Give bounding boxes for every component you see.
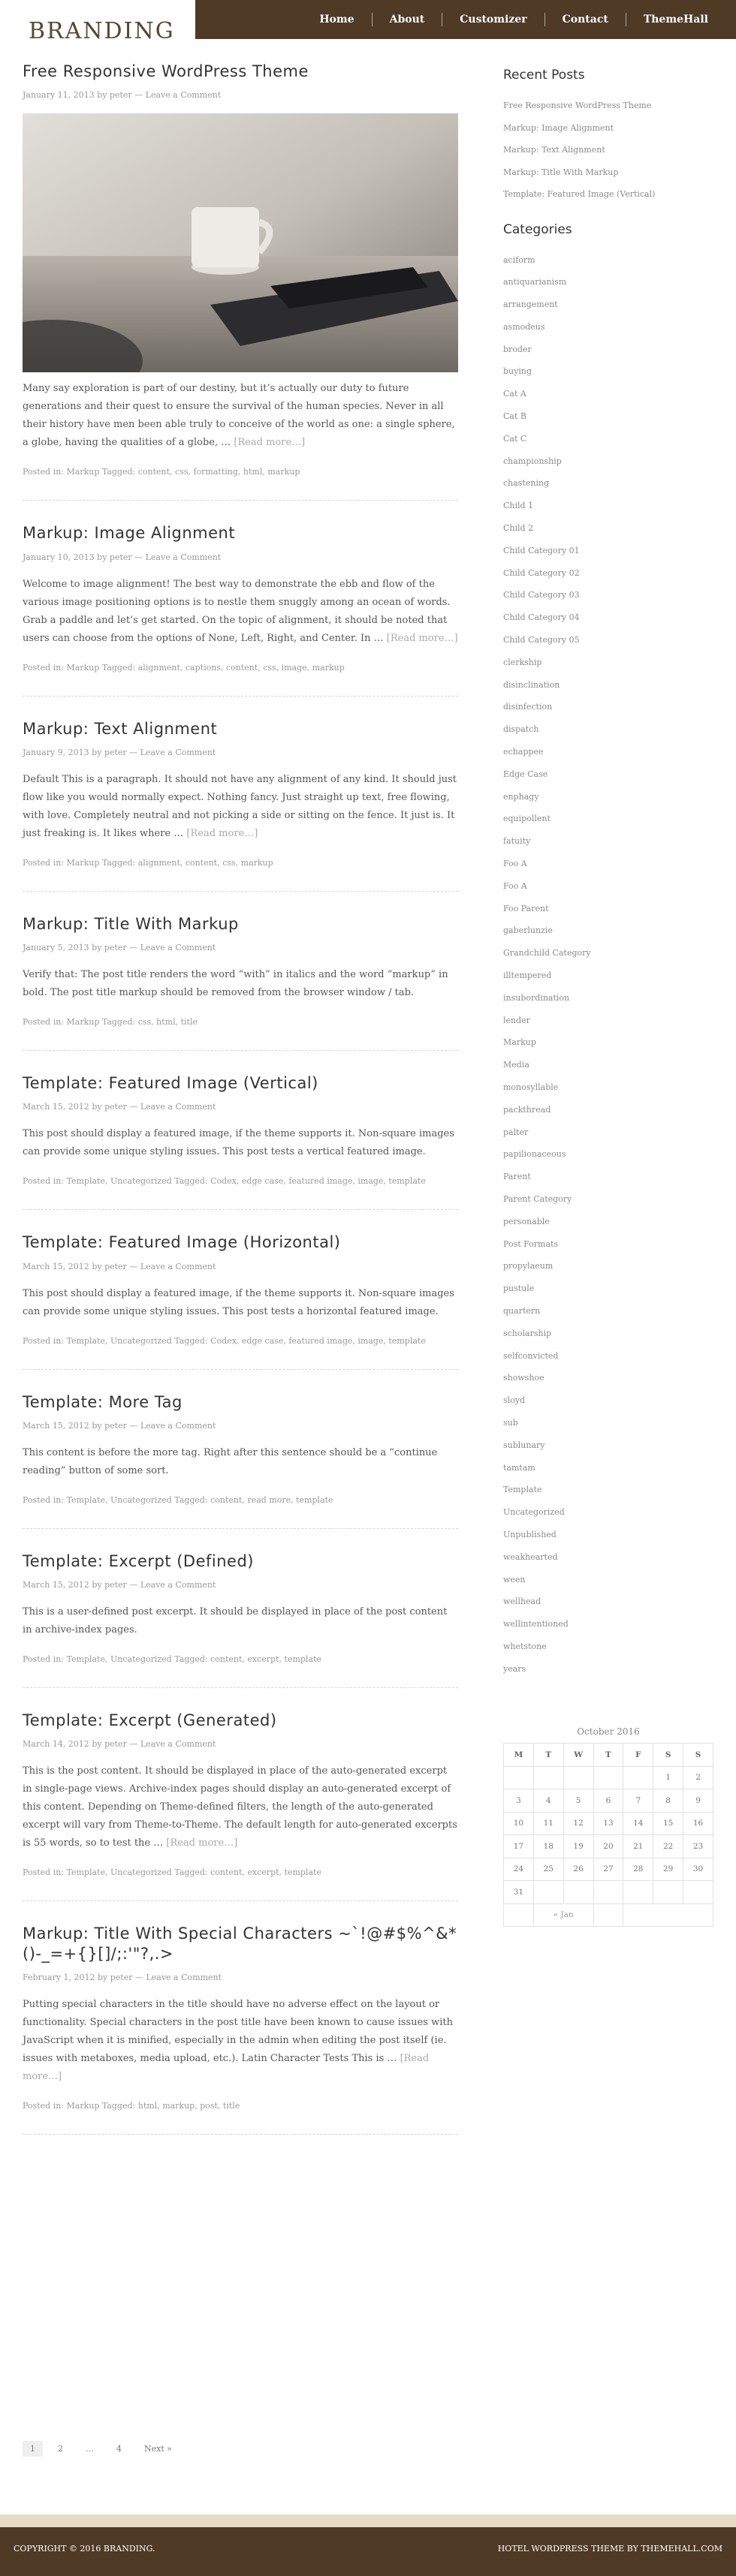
post-date: March 14, 2012 (23, 1739, 89, 1750)
recent-posts-title: Recent Posts (503, 68, 585, 83)
post-author-link[interactable]: peter (104, 1102, 127, 1112)
site-footer (0, 2527, 736, 2576)
read-more-link[interactable]: [Read more…] (186, 827, 258, 839)
category-link[interactable]: Foo A (503, 880, 527, 891)
calendar-prev-link[interactable]: « Jan (533, 1903, 593, 1927)
category-link[interactable]: Child Category 02 (503, 567, 580, 578)
category-link[interactable]: whetstone (503, 1641, 547, 1651)
category-link[interactable]: clerkship (503, 657, 542, 667)
category-link[interactable]: tamtam (503, 1462, 535, 1473)
category-link[interactable]: monosyllable (503, 1082, 559, 1092)
category-link[interactable]: echappee (503, 747, 544, 757)
calendar-caption: October 2016 (577, 1726, 640, 1737)
weekday-header: S (653, 1744, 683, 1767)
category-link[interactable]: lender (503, 1015, 530, 1025)
calendar-day: 3 (504, 1789, 534, 1813)
post-date: January 10, 2013 (23, 552, 95, 562)
category-link[interactable]: fatuity (503, 836, 531, 847)
read-more-link[interactable]: [Read more…] (23, 2052, 430, 2082)
post-excerpt (23, 771, 458, 843)
post-author-link[interactable]: peter (109, 90, 132, 101)
calendar-day: 5 (563, 1789, 593, 1813)
post-meta (23, 1580, 458, 1590)
post-title[interactable]: Template: Excerpt (Defined) (23, 1551, 255, 1570)
post-excerpt (23, 966, 458, 1002)
excerpt-text: This is a user-defined post excerpt. It should be displayed in place of the post content in archive-index pages. (23, 1606, 448, 1636)
post-taxonomy[interactable]: Posted in: Template, Uncategorized Tagged: content, excerpt, template (23, 1654, 321, 1664)
post-author-link[interactable]: peter (104, 1739, 127, 1750)
leave-comment-link[interactable]: Leave a Comment (140, 1739, 216, 1750)
calendar-table (503, 1743, 713, 1927)
meta-separator: — (129, 1420, 138, 1431)
category-link[interactable]: Child 2 (503, 523, 534, 534)
post (23, 1392, 458, 1529)
post-meta (23, 1739, 458, 1749)
calendar-day (623, 1881, 653, 1904)
category-link[interactable]: buying (503, 366, 532, 377)
category-link[interactable]: papilionaceous (503, 1149, 566, 1160)
post-title[interactable]: Markup: Text Alignment (23, 719, 218, 738)
post-author-link[interactable]: peter (104, 1261, 127, 1271)
calendar-day: 12 (563, 1812, 593, 1835)
category-link[interactable]: Foo A (503, 859, 527, 869)
meta-separator: — (134, 552, 143, 562)
category-link[interactable]: showshoe (503, 1373, 544, 1383)
post-meta (23, 748, 458, 757)
category-link[interactable]: equipollent (503, 814, 550, 824)
calendar-day: 30 (683, 1858, 713, 1881)
category-link[interactable]: ween (503, 1574, 526, 1584)
excerpt-text: This post should display a featured image, if the theme supports it. Non-square images can provide some unique styling issues. This post tests a horizontal featured image. (23, 1287, 454, 1317)
category-link[interactable]: arrangement (503, 299, 558, 310)
category-link[interactable]: disinfection (503, 702, 553, 712)
post-taxonomy[interactable]: Posted in: Markup Tagged: html, markup, post, title (23, 2100, 240, 2111)
calendar-day: 15 (653, 1812, 683, 1835)
leave-comment-link[interactable]: Leave a Comment (140, 1102, 216, 1112)
post-date: January 9, 2013 (23, 747, 89, 757)
post-title[interactable]: Template: Featured Image (Vertical) (23, 1074, 318, 1092)
category-link[interactable]: wellintentioned (503, 1619, 569, 1630)
post-excerpt (23, 1762, 458, 1852)
post-by: by (97, 90, 107, 101)
category-link[interactable]: Cat A (503, 389, 526, 399)
calendar-next-empty (623, 1903, 713, 1927)
nav-customizer[interactable]: Customizer (442, 13, 544, 26)
post-title[interactable]: Template: Featured Image (Horizontal) (23, 1233, 341, 1252)
post (23, 719, 458, 892)
category-link[interactable]: selfconvicted (503, 1350, 559, 1361)
next-page-link[interactable]: Next » (144, 2444, 172, 2454)
category-link[interactable]: Cat C (503, 433, 527, 444)
post-meta (23, 90, 458, 100)
post-author-link[interactable]: peter (109, 552, 132, 562)
site-title[interactable]: BRANDING (29, 18, 175, 44)
post-meta (23, 1102, 458, 1112)
meta-separator: — (129, 943, 138, 952)
featured-image[interactable] (23, 113, 458, 372)
calendar-day (653, 1881, 683, 1904)
post (23, 1073, 458, 1210)
post-by: by (92, 1102, 102, 1112)
post-excerpt (23, 1444, 458, 1480)
page-ellipsis: … (86, 2444, 94, 2454)
calendar-day: 14 (623, 1812, 653, 1835)
post-title[interactable]: Template: More Tag (23, 1392, 182, 1411)
excerpt-text: This post should display a featured image, if the theme supports it. Non-square images can provide some unique styling issues. This post tests a vertical featured image. (23, 1128, 454, 1158)
weekday-header: M (504, 1744, 534, 1767)
read-more-link[interactable]: [Read more…] (386, 632, 458, 644)
post-excerpt (23, 1285, 458, 1321)
category-link[interactable]: Grandchild Category (503, 948, 591, 958)
footer-stripe (0, 2514, 736, 2527)
category-link[interactable]: Post Formats (503, 1238, 559, 1249)
post (23, 62, 458, 501)
category-link[interactable]: sublunary (503, 1440, 545, 1450)
post-by: by (92, 1261, 102, 1271)
calendar-day: 18 (533, 1835, 563, 1858)
calendar-day (623, 1766, 653, 1789)
category-link[interactable]: chastening (503, 478, 550, 489)
category-link[interactable]: Cat B (503, 411, 526, 422)
meta-separator: — (129, 747, 138, 757)
calendar-day (683, 1881, 713, 1904)
recent-post-link[interactable]: Free Responsive WordPress Theme (503, 101, 652, 110)
post-title[interactable]: Markup: Title With Markup (23, 914, 239, 933)
post-taxonomy[interactable]: Posted in: Markup Tagged: alignment, captions, content, css, image, markup (23, 662, 345, 673)
calendar-day: 25 (533, 1858, 563, 1881)
category-link[interactable]: pustule (503, 1283, 535, 1294)
calendar-day: 11 (533, 1812, 563, 1835)
nav-themehall[interactable]: ThemeHall (626, 13, 725, 26)
calendar-day: 19 (563, 1835, 593, 1858)
leave-comment-link[interactable]: Leave a Comment (145, 90, 222, 101)
category-link[interactable]: Child Category 03 (503, 590, 580, 600)
post (23, 1551, 458, 1688)
post-author-link[interactable]: peter (104, 747, 127, 757)
excerpt-text: This is the post content. It should be displayed in place of the auto-generated excerpt in single-page views. Archive-index pages should display an auto-generated excerpt of this content. Depending on Theme-defined filters, the length of the auto-generated excerpt will vary from Theme-to-Theme. The default length for auto-generated excerpts is 55 words, so to test the … (23, 1765, 457, 1849)
post-excerpt (23, 1125, 458, 1161)
sidebar (503, 68, 713, 1681)
read-more-link[interactable]: [Read more…] (234, 437, 306, 449)
leave-comment-link[interactable]: Leave a Comment (140, 1580, 216, 1590)
category-link[interactable]: enphagy (503, 791, 539, 802)
calendar-day: 4 (533, 1789, 563, 1813)
excerpt-text: Default This is a paragraph. It should not have any alignment of any kind. It should just flow like you would normally expect. Nothing fancy. Just straight up text, free flowing, with love. Completely neutral and not picking a side or sitting on the fence. It just is. It just freaking is. It likes where … (23, 773, 457, 839)
post (23, 1924, 458, 2135)
weekday-header: S (683, 1744, 713, 1767)
categories-list (503, 249, 713, 1681)
post-by: by (92, 747, 102, 757)
leave-comment-link[interactable]: Leave a Comment (140, 943, 216, 952)
post-excerpt (23, 380, 458, 452)
calendar-day: 24 (504, 1858, 534, 1881)
post-meta (23, 1262, 458, 1271)
post (23, 1232, 458, 1369)
categories-title: Categories (503, 221, 572, 237)
calendar-day (593, 1881, 623, 1904)
post-title[interactable]: Template: Excerpt (Generated) (23, 1711, 277, 1729)
page-4[interactable]: 4 (116, 2444, 122, 2454)
post-taxonomy[interactable]: Posted in: Markup Tagged: alignment, content, css, markup (23, 857, 273, 868)
post-date: March 15, 2012 (23, 1580, 89, 1590)
recent-post-link[interactable]: Template: Featured Image (Vertical) (503, 189, 656, 199)
category-link[interactable]: Parent Category (503, 1193, 572, 1204)
calendar-day: 2 (683, 1766, 713, 1789)
calendar-widget (503, 1726, 713, 1927)
leave-comment-link[interactable]: Leave a Comment (140, 1420, 216, 1431)
recent-post-link[interactable]: Markup: Text Alignment (503, 145, 605, 155)
theme-credit[interactable]: HOTEL WORDPRESS THEME BY THEMEHALL.COM (497, 2544, 722, 2553)
category-link[interactable]: sloyd (503, 1395, 526, 1406)
post-by: by (92, 1420, 102, 1431)
post-taxonomy[interactable]: Posted in: Template, Uncategorized Tagged: Codex, edge case, featured image, image, template (23, 1176, 426, 1187)
meta-separator: — (134, 1972, 143, 1982)
post-date: March 15, 2012 (23, 1261, 89, 1271)
category-link[interactable]: scholarship (503, 1328, 552, 1338)
calendar-day: 22 (653, 1835, 683, 1858)
post-by: by (92, 1580, 102, 1590)
nav-about[interactable]: About (372, 13, 442, 26)
post-date: February 1, 2012 (23, 1972, 95, 1982)
calendar-day: 27 (593, 1858, 623, 1881)
recent-post-link[interactable]: Markup: Image Alignment (503, 122, 614, 133)
post-excerpt (23, 1996, 458, 2086)
pagination (23, 2441, 179, 2457)
calendar-day (593, 1766, 623, 1789)
category-link[interactable]: Media (503, 1060, 529, 1070)
weekday-header: F (623, 1744, 653, 1767)
post-meta (23, 1421, 458, 1431)
post-by: by (97, 552, 107, 562)
category-link[interactable]: packthread (503, 1104, 551, 1115)
meta-separator: — (129, 1580, 138, 1590)
post-author-link[interactable]: peter (104, 1580, 127, 1590)
calendar-day: 10 (504, 1812, 534, 1835)
post-author-link[interactable]: peter (104, 1420, 127, 1431)
calendar-day: 8 (653, 1789, 683, 1813)
calendar-day: 9 (683, 1789, 713, 1813)
category-link[interactable]: palter (503, 1127, 529, 1137)
category-link[interactable]: broder (503, 344, 532, 354)
category-link[interactable]: illtempered (503, 971, 552, 980)
post-by: by (92, 1739, 102, 1750)
category-link[interactable]: asmodeus (503, 321, 545, 332)
page-2[interactable]: 2 (58, 2444, 63, 2454)
post-taxonomy[interactable]: Posted in: Template, Uncategorized Tagged: content, read more, template (23, 1494, 333, 1505)
calendar-day: 28 (623, 1858, 653, 1881)
post (23, 523, 458, 696)
post-title[interactable]: Markup: Title With Special Characters ~`!@#$%^&*()-_=+{}[]/;:'"?,.> (23, 1924, 457, 1963)
calendar-day: 21 (623, 1835, 653, 1858)
category-link[interactable]: dispatch (503, 724, 539, 735)
post-taxonomy[interactable]: Posted in: Template, Uncategorized Tagged: Codex, edge case, featured image, image, template (23, 1335, 426, 1346)
category-link[interactable]: Parent (503, 1172, 531, 1182)
post-excerpt (23, 576, 458, 648)
page-1[interactable]: 1 (23, 2441, 43, 2457)
category-link[interactable]: sub (503, 1417, 518, 1428)
category-link[interactable]: aciform (503, 254, 535, 265)
calendar-day (504, 1766, 534, 1789)
calendar-day: 26 (563, 1858, 593, 1881)
excerpt-text: Putting special characters in the title should have no adverse effect on the layout or functionality. Special characters in the post title have been known to cause issues with JavaScript when it is minified, especially in the admin when editing the post itself (ie. issues with metaboxes, media upload, etc.). Latin Character Tests This is … (23, 1998, 453, 2064)
category-link[interactable]: Edge Case (503, 769, 548, 779)
category-link[interactable]: Child Category 04 (503, 612, 580, 623)
post-date: March 15, 2012 (23, 1420, 89, 1431)
calendar-day (533, 1881, 563, 1904)
category-link[interactable]: personable (503, 1216, 550, 1226)
meta-separator: — (129, 1739, 138, 1750)
calendar-day: 16 (683, 1812, 713, 1835)
excerpt-text: This content is before the more tag. Right after this sentence should be a “continue reading” button of some sort. (23, 1446, 438, 1476)
site-logo[interactable] (0, 0, 195, 50)
calendar-day: 23 (683, 1835, 713, 1858)
category-link[interactable]: gaberlunzie (503, 925, 553, 936)
weekday-header: T (593, 1744, 623, 1767)
post-meta (23, 1973, 458, 1982)
post-by: by (97, 1972, 108, 1982)
category-link[interactable]: Uncategorized (503, 1507, 565, 1518)
category-link[interactable]: antiquarianism (503, 277, 567, 287)
recent-posts-list (503, 95, 713, 206)
post-meta (23, 552, 458, 562)
copyright-text: COPYRIGHT © 2016 BRANDING. (14, 2544, 155, 2553)
post-list (23, 62, 458, 2157)
excerpt-text: Verify that: The post title renders the word “with” in italics and the word “markup” in bold. The post title markup should be removed from the browser window / tab. (23, 969, 448, 998)
nav-home[interactable]: Home (319, 14, 354, 26)
calendar-day (563, 1766, 593, 1789)
category-link[interactable]: championship (503, 456, 562, 466)
calendar-day: 29 (653, 1858, 683, 1881)
post-by: by (92, 943, 102, 952)
calendar-day: 20 (593, 1835, 623, 1858)
excerpt-text: Welcome to image alignment! The best way to demonstrate the ebb and flow of the various image positioning options is to nestle them snuggly among an ocean of words. Grab a paddle and let’s get started. On the topic of alignment, it should be noted that users can choose from the options of None, Left, Right, and Center. In … (23, 578, 451, 644)
post-date: March 15, 2012 (23, 1102, 89, 1112)
calendar-day: 13 (593, 1812, 623, 1835)
post (23, 914, 458, 1051)
post-title[interactable]: Free Responsive WordPress Theme (23, 62, 309, 80)
category-link[interactable]: Unpublished (503, 1529, 557, 1539)
category-link[interactable]: years (503, 1663, 526, 1674)
calendar-day (563, 1881, 593, 1904)
category-link[interactable]: Child Category 01 (503, 545, 580, 555)
category-link[interactable]: Foo Parent (503, 903, 549, 913)
post-date: January 5, 2013 (23, 943, 89, 952)
category-link[interactable]: Markup (503, 1037, 536, 1048)
category-link[interactable]: propylaeum (503, 1261, 554, 1271)
post (23, 1711, 458, 1901)
post-taxonomy[interactable]: Posted in: Template, Uncategorized Tagged: content, excerpt, template (23, 1867, 321, 1878)
category-link[interactable]: Child Category 05 (503, 635, 580, 646)
post-meta (23, 943, 458, 952)
post-date: January 11, 2013 (23, 90, 95, 101)
category-link[interactable]: weakhearted (503, 1551, 558, 1562)
weekday-header: W (563, 1744, 593, 1767)
meta-separator: — (134, 90, 143, 101)
post-taxonomy[interactable]: Posted in: Markup Tagged: content, css, formatting, html, markup (23, 467, 300, 477)
excerpt-text: Many say exploration is part of our destiny, but it’s actually our duty to future generations and their quest to ensure the survival of the human species. Never in all their history have men been able truly to conceive of the world as one: a single sphere, a globe, having the qualities of a globe, … (23, 383, 455, 449)
calendar-day (533, 1766, 563, 1789)
category-link[interactable]: wellhead (503, 1596, 541, 1607)
meta-separator: — (129, 1261, 138, 1271)
calendar-day: 31 (504, 1881, 534, 1904)
post-title[interactable]: Markup: Image Alignment (23, 524, 236, 543)
post-author-link[interactable]: peter (104, 943, 127, 952)
calendar-day: 7 (623, 1789, 653, 1813)
read-more-link[interactable]: [Read more…] (166, 1837, 238, 1849)
leave-comment-link[interactable]: Leave a Comment (145, 552, 222, 562)
main-nav (302, 0, 736, 39)
category-link[interactable]: quartern (503, 1305, 541, 1316)
meta-separator: — (129, 1102, 138, 1112)
leave-comment-link[interactable]: Leave a Comment (146, 1972, 222, 1982)
leave-comment-link[interactable]: Leave a Comment (140, 747, 216, 757)
recent-post-link[interactable]: Markup: Title With Markup (503, 167, 619, 177)
category-link[interactable]: insubordination (503, 992, 570, 1003)
post-author-link[interactable]: peter (110, 1972, 133, 1982)
category-link[interactable]: disinclination (503, 679, 560, 690)
coffee-cup-phone-photo (23, 113, 458, 372)
calendar-day: 17 (504, 1835, 534, 1858)
category-link[interactable]: Child 1 (503, 501, 534, 511)
category-link[interactable]: Template (503, 1485, 542, 1495)
nav-contact[interactable]: Contact (544, 13, 626, 26)
calendar-day: 6 (593, 1789, 623, 1813)
post-excerpt (23, 1603, 458, 1639)
leave-comment-link[interactable]: Leave a Comment (140, 1261, 216, 1271)
weekday-header: T (533, 1744, 563, 1767)
post-taxonomy[interactable]: Posted in: Markup Tagged: css, html, title (23, 1017, 198, 1027)
calendar-day: 1 (653, 1766, 683, 1789)
